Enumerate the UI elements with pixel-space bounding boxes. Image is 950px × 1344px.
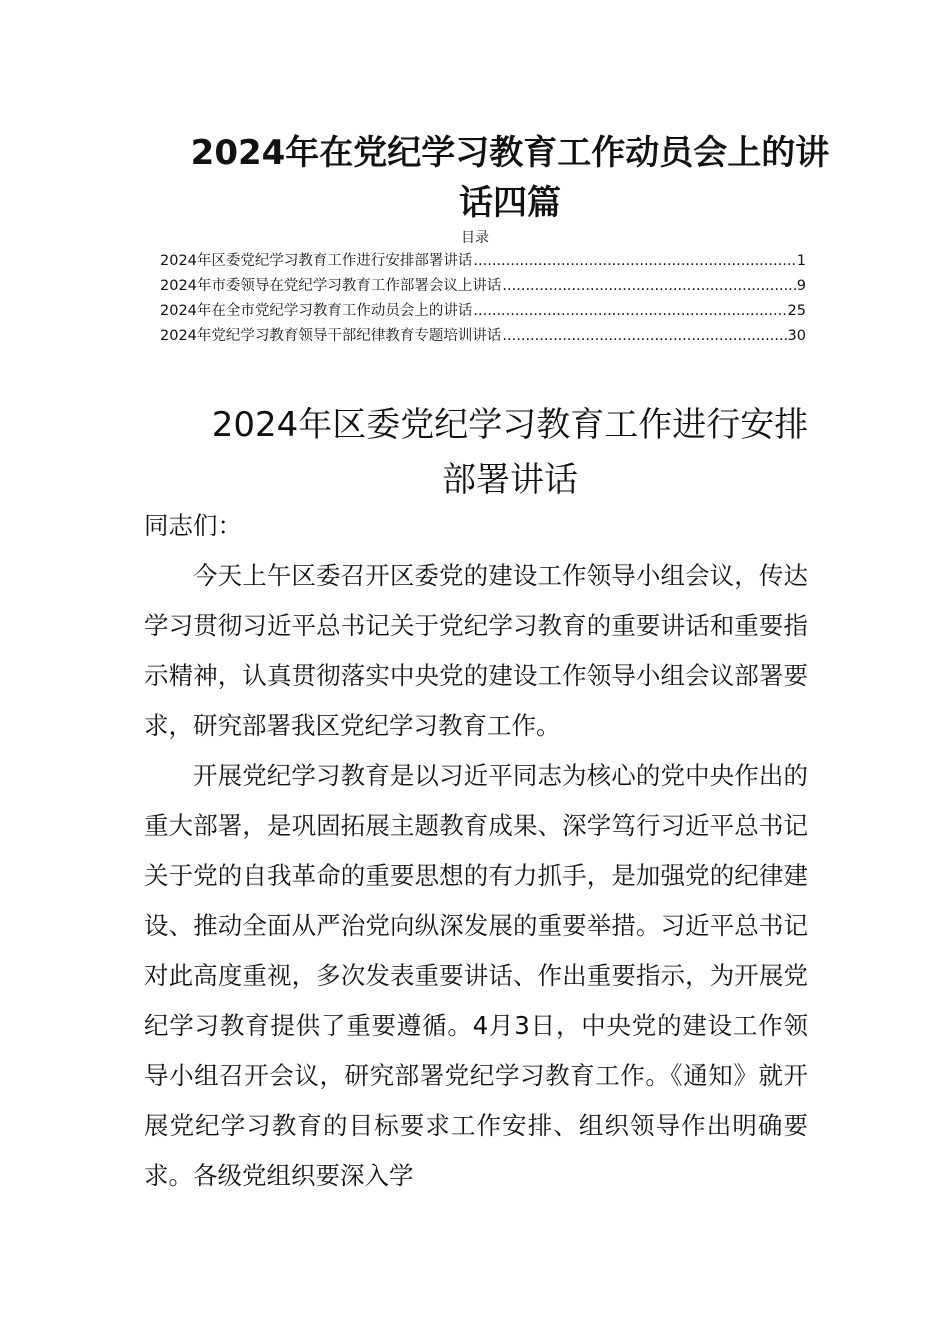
speech-body	[144, 501, 808, 1201]
section-title: 2024年区委党纪学习教育工作进行安排部署讲话	[211, 405, 809, 500]
toc-leader-dots	[502, 277, 795, 295]
table-of-contents	[160, 252, 806, 352]
toc-entry-title: 2024年在全市党纪学习教育工作动员会上的讲话	[160, 303, 473, 319]
toc-entry[interactable]	[160, 327, 806, 352]
toc-entry-page: 30	[787, 328, 806, 344]
toc-leader-dots	[502, 327, 786, 345]
toc-entry[interactable]	[160, 277, 806, 302]
toc-entry-page: 1	[796, 253, 806, 269]
toc-entry[interactable]	[160, 252, 806, 277]
salutation: 同志们：	[144, 511, 242, 540]
toc-entry-title: 2024年市委领导在党纪学习教育工作部署会议上讲话	[160, 278, 502, 294]
toc-leader-dots	[473, 302, 786, 320]
document-title: 2024年在党纪学习教育工作动员会上的讲话四篇	[190, 133, 830, 223]
toc-entry-page: 25	[787, 303, 806, 319]
toc-heading: 目录	[461, 230, 489, 246]
body-paragraph: 开展党纪学习教育是以习近平同志为核心的党中央作出的重大部署，是巩固拓展主题教育成果、深学笃行习近平总书记关于党的自我革命的重要思想的有力抓手，是加强党的纪律建设、推动全面从严治党向纵深发展的重要举措。习近平总书记对此高度重视，多次发表重要讲话、作出重要指示，为开展党纪学习教育提供了重要遵循。4月3日，中央党的建设工作领导小组召开会议，研究部署党纪学习教育工作。《通知》就开展党纪学习教育的目标要求工作安排、组织领导作出明确要求。各级党组织要深入学	[144, 761, 808, 1190]
toc-entry-title: 2024年区委党纪学习教育工作进行安排部署讲话	[160, 253, 473, 269]
toc-entry-title: 2024年党纪学习教育领导干部纪律教育专题培训讲话	[160, 328, 502, 344]
toc-entry-page: 9	[796, 278, 806, 294]
toc-entry[interactable]	[160, 302, 806, 327]
toc-leader-dots	[473, 252, 795, 270]
body-paragraph: 今天上午区委召开区委党的建设工作领导小组会议，传达学习贯彻习近平总书记关于党纪学习教育的重要讲话和重要指示精神，认真贯彻落实中央党的建设工作领导小组会议部署要求，研究部署我区党纪学习教育工作。	[144, 561, 808, 740]
